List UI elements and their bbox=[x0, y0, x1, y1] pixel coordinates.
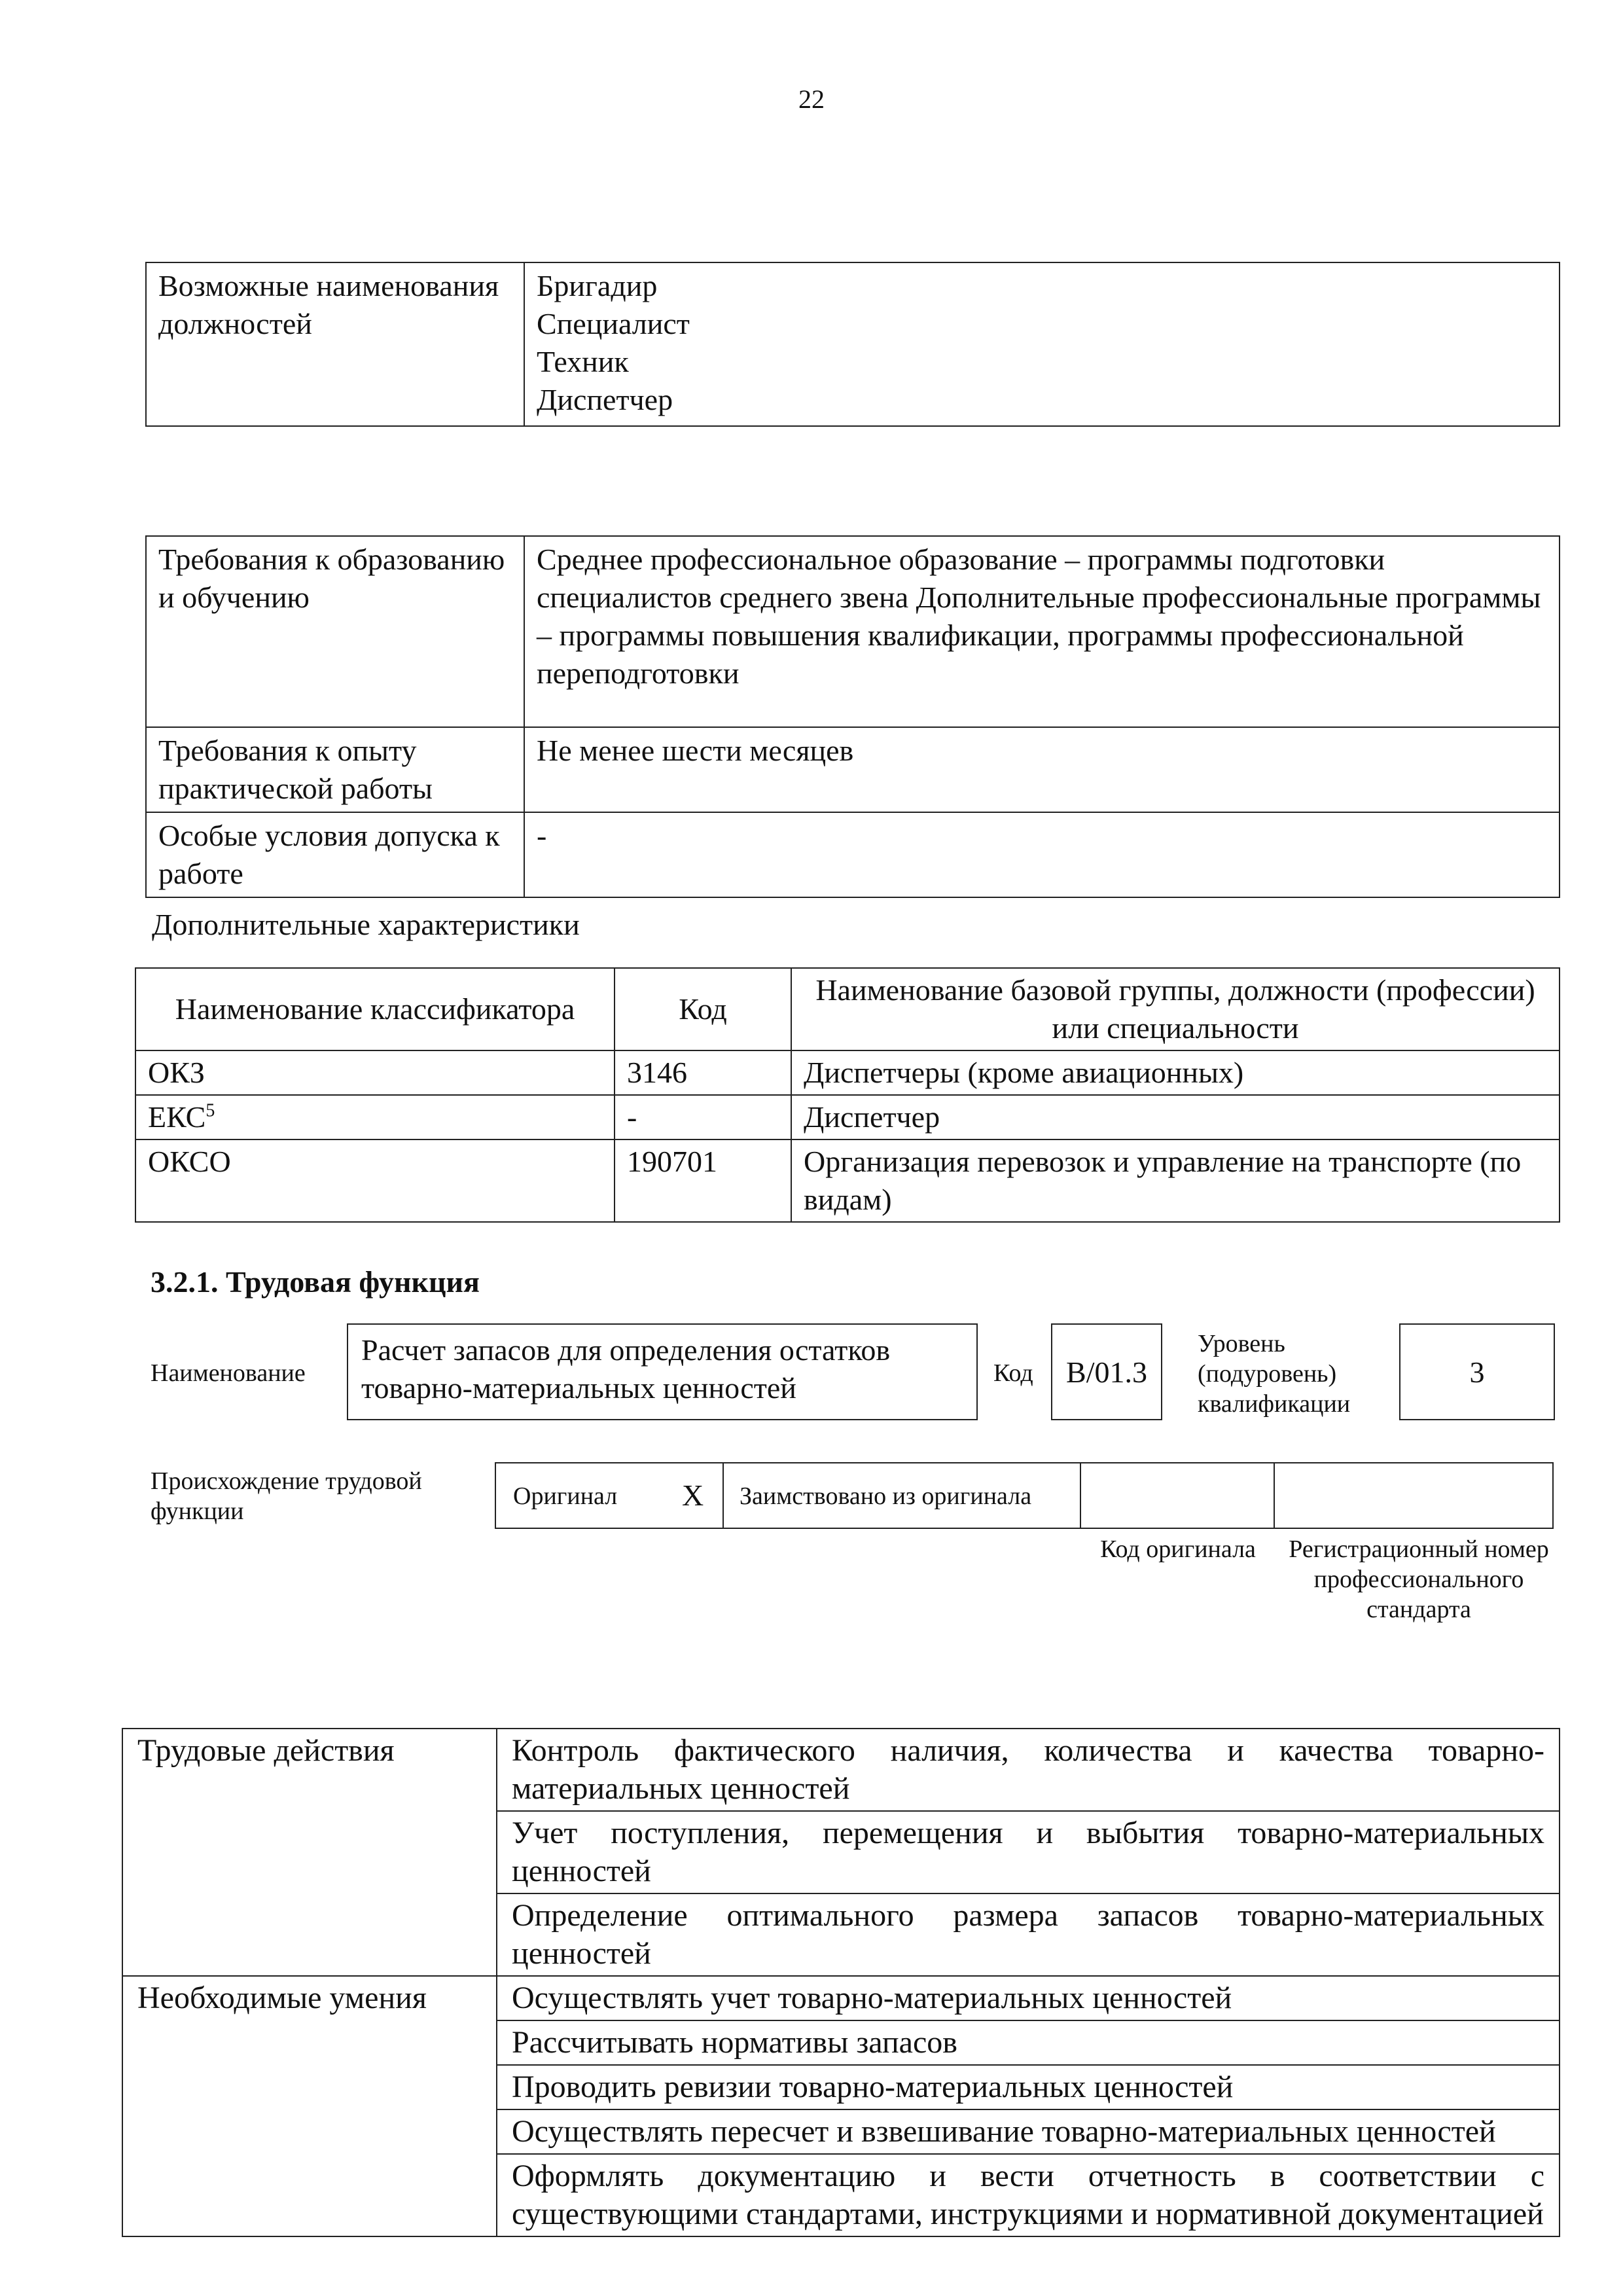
positions-table bbox=[145, 262, 1560, 427]
code-cell: 190701 bbox=[615, 1139, 791, 1222]
function-code-box: В/01.3 bbox=[1051, 1323, 1162, 1420]
skill-item: Проводить ревизии товарно-материальных ценностей bbox=[497, 2065, 1560, 2109]
divider bbox=[722, 1463, 724, 1528]
actions-label: Трудовые действия bbox=[122, 1729, 497, 1976]
classifier-cell: ОКЗ bbox=[135, 1050, 615, 1095]
original-mark: X bbox=[682, 1479, 704, 1512]
table-header-row bbox=[135, 968, 1560, 1050]
classifier-cell bbox=[135, 1095, 615, 1139]
requirements-table bbox=[145, 535, 1560, 898]
borrowed-label: Заимствовано из оригинала bbox=[740, 1482, 1032, 1510]
table-row bbox=[135, 1095, 1560, 1139]
skill-item: Осуществлять учет товарно-материальных ценностей bbox=[497, 1976, 1560, 2020]
skill-item: Оформлять документацию и вести отчетность в соответствии с существующими стандартами, инструкциями и нормативной документацией bbox=[497, 2154, 1560, 2236]
table-row bbox=[146, 727, 1560, 812]
actions-skills-table bbox=[122, 1728, 1560, 2237]
code-label: Код bbox=[993, 1359, 1033, 1387]
divider bbox=[1080, 1463, 1081, 1528]
table-row bbox=[146, 812, 1560, 897]
skills-label: Необходимые умения bbox=[122, 1976, 497, 2236]
reg-number-caption: Регистрационный номер профессионального стандарта bbox=[1289, 1535, 1549, 1623]
classifier-text: ЕКС bbox=[148, 1100, 206, 1134]
positions-label: Возможные наименования должностей bbox=[146, 262, 524, 426]
original-label: Оригинал bbox=[513, 1482, 618, 1510]
code-cell: 3146 bbox=[615, 1050, 791, 1095]
column-header: Код bbox=[615, 968, 791, 1050]
position-item: Специалист bbox=[537, 307, 690, 340]
action-item: Контроль фактического наличия, количества и качества товарно-материальных ценностей bbox=[497, 1729, 1560, 1811]
requirement-label: Особые условия допуска к работе bbox=[146, 812, 524, 897]
code-original-caption: Код оригинала bbox=[1100, 1535, 1256, 1563]
requirement-value: Среднее профессиональное образование – программы подготовки специалистов среднего звена Дополнительные профессиональные программы – программы повышения квалификации, программы профессиональной переподготовки bbox=[524, 536, 1560, 727]
position-item: Техник bbox=[537, 345, 629, 378]
action-item: Определение оптимального размера запасов товарно-материальных ценностей bbox=[497, 1893, 1560, 1976]
table-row bbox=[122, 1729, 1560, 1811]
positions-values bbox=[524, 262, 1560, 426]
column-header: Наименование базовой группы, должности (профессии) или специальности bbox=[791, 968, 1560, 1050]
table-row bbox=[135, 1139, 1560, 1222]
page-number: 22 bbox=[798, 84, 825, 114]
requirement-label: Требования к образованию и обучению bbox=[146, 536, 524, 727]
classifier-cell: ОКСО bbox=[135, 1139, 615, 1222]
name-cell: Диспетчеры (кроме авиационных) bbox=[791, 1050, 1560, 1095]
additional-table bbox=[135, 967, 1560, 1223]
name-cell: Организация перевозок и управление на транспорте (по видам) bbox=[791, 1139, 1560, 1222]
table-row bbox=[122, 1976, 1560, 2020]
divider bbox=[1274, 1463, 1275, 1528]
requirement-label: Требования к опыту практической работы bbox=[146, 727, 524, 812]
requirement-value: - bbox=[524, 812, 1560, 897]
position-item: Бригадир bbox=[537, 269, 658, 302]
origin-label: Происхождение трудовой функции bbox=[151, 1467, 422, 1525]
column-header: Наименование классификатора bbox=[135, 968, 615, 1050]
origin-table bbox=[495, 1462, 1554, 1529]
table-row bbox=[146, 262, 1560, 426]
footnote-mark: 5 bbox=[205, 1100, 215, 1121]
level-label: Уровень (подуровень) квалификации bbox=[1198, 1330, 1351, 1418]
section-title: 3.2.1. Трудовая функция bbox=[151, 1265, 480, 1299]
function-name-box: Расчет запасов для определения остатков товарно-материальных ценностей bbox=[347, 1323, 978, 1420]
action-item: Учет поступления, перемещения и выбытия товарно-материальных ценностей bbox=[497, 1811, 1560, 1893]
name-cell: Диспетчер bbox=[791, 1095, 1560, 1139]
name-label: Наименование bbox=[151, 1359, 306, 1387]
table-row bbox=[135, 1050, 1560, 1095]
skill-item: Рассчитывать нормативы запасов bbox=[497, 2020, 1560, 2065]
requirement-value: Не менее шести месяцев bbox=[524, 727, 1560, 812]
table-row bbox=[146, 536, 1560, 727]
additional-title: Дополнительные характеристики bbox=[152, 908, 580, 941]
level-value-box: 3 bbox=[1399, 1323, 1555, 1420]
position-item: Диспетчер bbox=[537, 383, 673, 416]
skill-item: Осуществлять пересчет и взвешивание товарно-материальных ценностей bbox=[497, 2109, 1560, 2154]
code-cell: - bbox=[615, 1095, 791, 1139]
